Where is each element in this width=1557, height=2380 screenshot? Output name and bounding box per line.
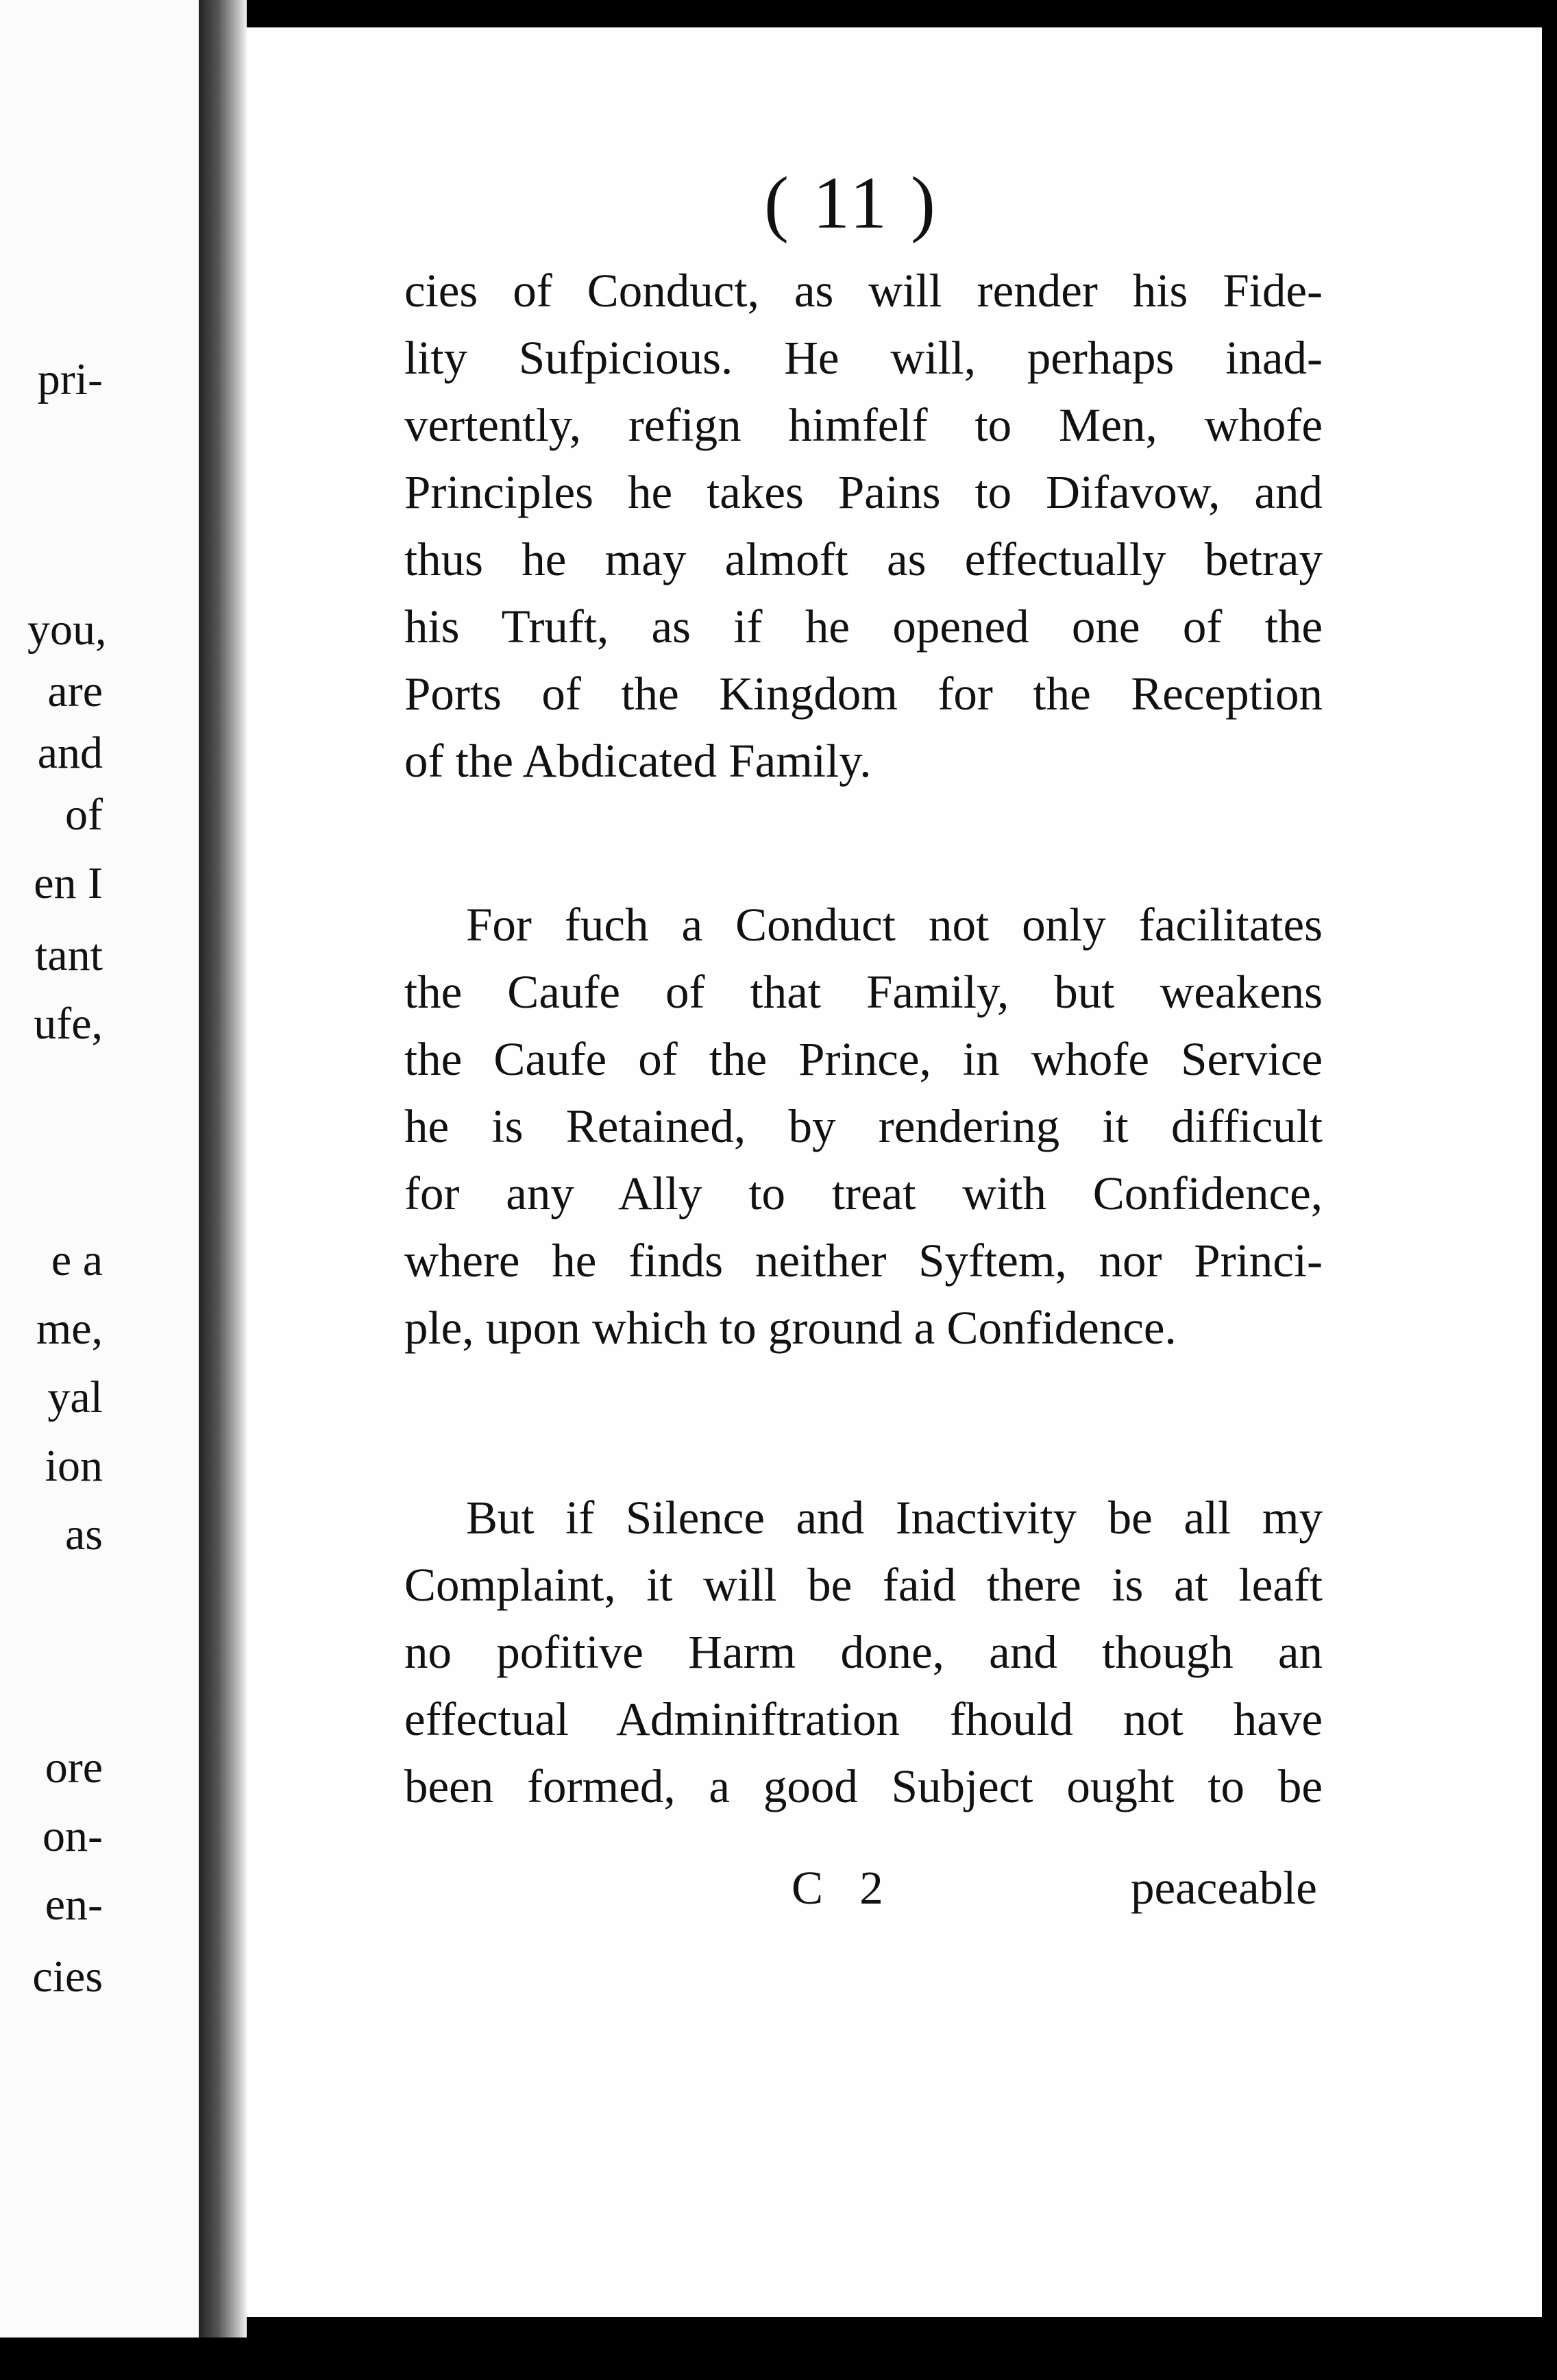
left-fragment: me, xyxy=(36,1304,103,1354)
left-page xyxy=(0,0,203,2338)
left-fragment: cies xyxy=(32,1952,103,2002)
text-line: But if Silence and Inactivity be all my xyxy=(466,1492,1323,1544)
paragraph-3 xyxy=(404,1484,1323,1820)
left-fragment: are xyxy=(47,666,103,716)
text-line: thus he may almoft as effectually betray xyxy=(404,533,1323,585)
left-fragment: en- xyxy=(45,1880,103,1930)
page-number: ( 11 ) xyxy=(764,162,938,244)
text-line: ple, upon which to ground a Confidence. xyxy=(404,1302,1177,1354)
left-fragment: and xyxy=(37,728,103,778)
catchword: peaceable xyxy=(1131,1862,1317,1914)
text-line: of the Abdicated Family. xyxy=(404,735,872,787)
left-fragment: e a xyxy=(51,1235,103,1285)
text-line: effectual Adminiftration fhould not have xyxy=(404,1693,1323,1745)
text-line: for any Ally to treat with Confidence, xyxy=(404,1167,1323,1219)
left-fragment: ion xyxy=(45,1441,103,1491)
book-gutter xyxy=(199,0,247,2338)
text-line: vertently, refign himfelf to Men, whofe xyxy=(404,399,1323,451)
text-line: the Caufe of that Family, but weakens xyxy=(404,966,1323,1018)
left-fragment: yal xyxy=(47,1372,103,1422)
left-fragment: tant xyxy=(35,930,103,980)
text-line: lity Sufpicious. He will, perhaps inad- xyxy=(404,332,1323,384)
left-fragment: as xyxy=(65,1509,103,1559)
text-line: For fuch a Conduct not only facilitates xyxy=(466,899,1323,951)
left-fragment: pri- xyxy=(37,354,103,404)
text-line: where he finds neither Syftem, nor Princi- xyxy=(404,1235,1323,1287)
left-fragment: of xyxy=(65,790,103,840)
text-line: been formed, a good Subject ought to be xyxy=(404,1760,1323,1812)
text-line: he is Retained, by rendering it difficult xyxy=(404,1100,1323,1152)
text-line: Complaint, it will be faid there is at leaft xyxy=(404,1559,1323,1611)
text-line: his Truft, as if he opened one of the xyxy=(404,600,1323,653)
text-line: no pofitive Harm done, and though an xyxy=(404,1626,1323,1678)
paragraph-1 xyxy=(404,257,1323,794)
left-fragment: ufe, xyxy=(34,999,103,1049)
text-line: Ports of the Kingdom for the Reception xyxy=(404,668,1323,720)
left-fragment: on- xyxy=(42,1811,103,1861)
text-line: Principles he takes Pains to Difavow, and xyxy=(404,466,1323,518)
left-fragment: en I xyxy=(34,858,103,908)
text-line: the Caufe of the Prince, in whofe Service xyxy=(404,1033,1323,1085)
left-fragment: you, xyxy=(27,605,107,655)
text-line: cies of Conduct, as will render his Fide- xyxy=(404,265,1323,317)
left-fragment: ore xyxy=(45,1742,103,1793)
signature-mark: C 2 xyxy=(792,1862,896,1914)
paragraph-2 xyxy=(404,891,1323,1361)
